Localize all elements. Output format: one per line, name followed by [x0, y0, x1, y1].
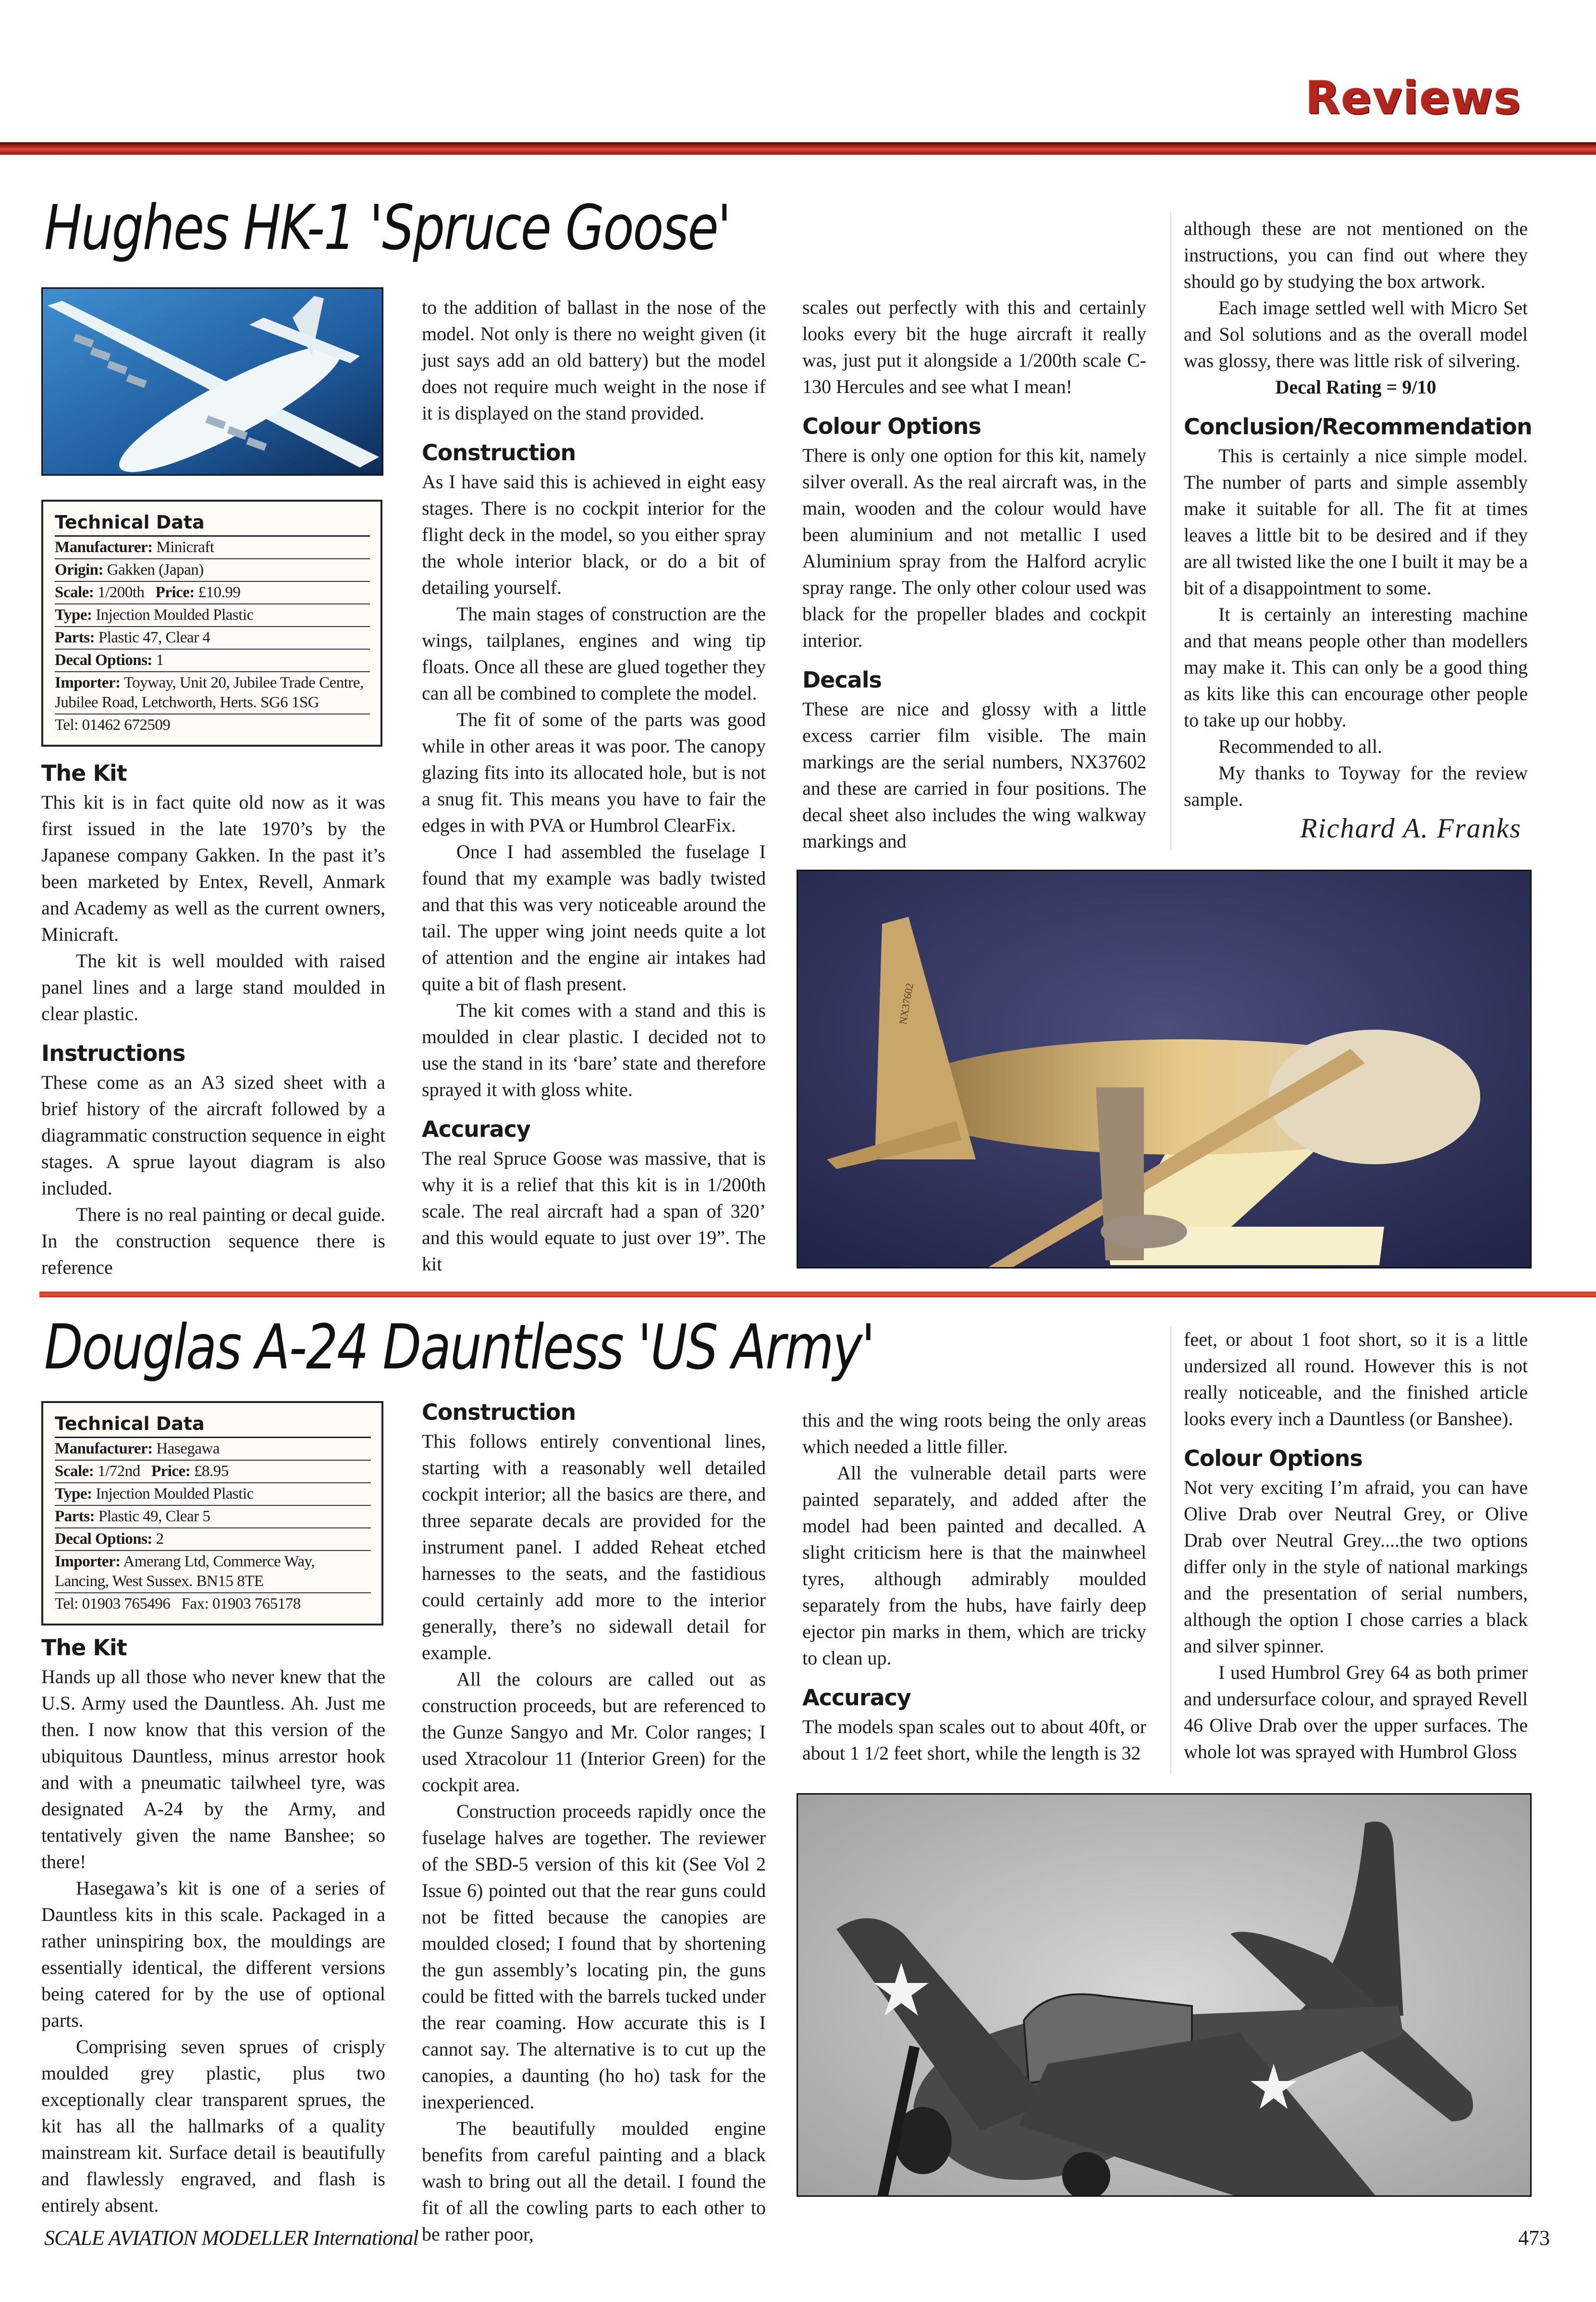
paragraph: Hands up all those who never knew that the U.S. Army used the Dauntless. Ah. Just me then. I now know that this version of the ubiquitous Dauntless, minus arrestor hook and with a pneumatic tailwheel tyre, was designated A-24 by the Army, and tentatively given the name Banshee; so there! — [41, 1666, 385, 1872]
review2-column-3 — [802, 1407, 1146, 1766]
heading-colour-options: Colour Options — [1184, 1445, 1363, 1471]
paragraph: This follows entirely conventional lines, starting with a reasonably well detailed cockpit interior; all the basics are there, and three separate decals are provided for the instrument panel. I added Reheat etched harnesses to the seats, and the fastidious could certainly add more to the interior generally, there’s no sidewall detail for example. — [422, 1430, 766, 1663]
column-divider — [1170, 211, 1171, 850]
review2-title: Douglas A-24 Dauntless 'US Army' — [44, 1312, 874, 1383]
tail-registration: NX37602 — [896, 982, 916, 1025]
tech-row-parts: Parts: Plastic 49, Clear 5 — [55, 1506, 371, 1528]
paragraph: The beautifully moulded engine benefits from careful painting and a black wash to bring out all the detail. I found the fit of all the cowling parts to each other to be rather poor, — [422, 2117, 766, 2245]
heading-accuracy: Accuracy — [422, 1116, 530, 1142]
paragraph: It is certainly an interesting machine and that means people other than modellers may make it. This can only be a good thing as kits like this can encourage other people to take up our hobby. — [1184, 603, 1528, 731]
tech-data-heading: Technical Data — [55, 1412, 371, 1438]
paragraph: Comprising seven sprues of crisply moulded grey plastic, plus two exceptionally clear transparent sprues, the kit has all the hallmarks of a quality mainstream kit. Surface detail is beautifully and flawlessly engraved, and flash is entirely absent. — [41, 2036, 385, 2216]
review2-column-4 — [1184, 1326, 1528, 1765]
review1-model-photo — [797, 870, 1532, 1268]
heading-colour-options: Colour Options — [802, 413, 981, 439]
paragraph: I used Humbrol Grey 64 as both primer and undersurface colour, and sprayed Revell 46 Olive Drab over the upper surfaces. The whole lot was sprayed with Humbrol Gloss — [1184, 1662, 1528, 1762]
paragraph: As I have said this is achieved in eight easy stages. There is no cockpit interior for the flight deck in the model, so you either spray the whole interior black, or do a bit of detailing yourself. — [422, 471, 766, 598]
top-divider-rule — [0, 142, 1596, 155]
heading-the-kit: The Kit — [41, 760, 127, 786]
paragraph: These are nice and glossy with a little excess carrier film visible. The main markings are the serial numbers, NX37602 and these are carried in four positions. The decal sheet also includes the wing walkway markings and — [802, 698, 1146, 852]
tech-row-manufacturer: Manufacturer: Hasegawa — [55, 1438, 371, 1461]
review1-column-4 — [1184, 215, 1532, 812]
author-signature: Richard A. Franks — [1300, 812, 1522, 844]
tech-row-scale-price: Scale: 1/200th Price: £10.99 — [55, 582, 370, 604]
section-label: Reviews — [1305, 72, 1522, 124]
heading-construction: Construction — [422, 1399, 576, 1425]
paragraph: There is only one option for this kit, namely silver overall. As the real aircraft was, in the main, wooden and the colour would have been aluminium and not metallic I used Aluminium spray from the Halford acrylic spray range. The only other colour used was black for the propeller blades and cockpit interior. — [802, 444, 1146, 651]
tech-row-importer: Importer: Amerang Ltd, Commerce Way, Lancing, West Sussex. BN15 8TE — [55, 1551, 371, 1593]
review2-technical-data-box — [41, 1401, 383, 1625]
review2-model-photo — [797, 1793, 1532, 2197]
review1-column-2 — [422, 294, 766, 1277]
paragraph: although these are not mentioned on the instructions, you can find out where they should go by studying the box artwork. — [1184, 218, 1528, 292]
paragraph: this and the wing roots being the only areas which needed a little filler. — [802, 1409, 1146, 1457]
paragraph: The fit of some of the parts was good while in other areas it was poor. The canopy glazing fits into its allocated hole, but is not a snug fit. This means you have to fair the edges in with PVA or Humbrol ClearFix. — [422, 709, 766, 836]
magazine-title-footer: SCALE AVIATION MODELLER International — [44, 2226, 418, 2250]
paragraph: Each image settled well with Micro Set and Sol solutions and as the overall model was glossy, there was little risk of silvering. — [1184, 297, 1528, 371]
heading-decals: Decals — [802, 667, 882, 693]
tech-row-scale-price: Scale: 1/72nd Price: £8.95 — [55, 1461, 371, 1483]
heading-conclusion: Conclusion/Recommendation — [1184, 414, 1532, 440]
paragraph: All the vulnerable detail parts were painted separately, and added after the model had been painted and decalled. A slight criticism here is that the mainwheel tyres, although admirably moulded separately from the hubs, have fairly deep ejector pin marks in them, which are tricky to clean up. — [802, 1462, 1146, 1669]
spruce-goose-model-image — [798, 871, 1530, 1267]
paragraph: The kit is well moulded with raised panel lines and a large stand moulded in clear plastic. — [41, 950, 385, 1024]
paragraph: This is certainly a nice simple model. The number of parts and simple assembly make it suitable for all. The fit at times leaves a little bit to be desired and if they are all twisted like the one I built it may be a bit of a disappointment to some. — [1184, 445, 1528, 599]
review1-column-1 — [41, 759, 385, 1280]
review2-column-2 — [422, 1398, 766, 2247]
paragraph: Once I had assembled the fuselage I found that my example was badly twisted and that this was very noticeable around the tail. The upper wing joint needs quite a lot of attention and the engine air intakes had quite a bit of flash present. — [422, 841, 766, 995]
paragraph: These come as an A3 sized sheet with a brief history of the aircraft followed by a diagrammatic construction sequence in eight stages. A sprue layout diagram is also included. — [41, 1071, 385, 1199]
paragraph: feet, or about 1 foot short, so it is a little undersized all round. However this is not really noticeable, and the finished article looks every inch a Dauntless (or Banshee). — [1184, 1329, 1528, 1429]
paragraph: The kit comes with a stand and this is moulded in clear plastic. I decided not to use the stand in its ‘bare’ state and therefore sprayed it with gloss white. — [422, 999, 766, 1100]
heading-instructions: Instructions — [41, 1040, 185, 1066]
column-divider — [1170, 1326, 1171, 1773]
review1-title: Hughes HK-1 'Spruce Goose' — [44, 192, 730, 264]
heading-construction: Construction — [422, 440, 576, 466]
paragraph: The main stages of construction are the wings, tailplanes, engines and wing tip floats. Once all these are glued together they can all be combined to complete the model. — [422, 603, 766, 704]
page-number: 473 — [1518, 2226, 1550, 2250]
paragraph: My thanks to Toyway for the review sample. — [1184, 762, 1528, 810]
tech-row-parts: Parts: Plastic 47, Clear 4 — [55, 627, 370, 650]
tech-data-heading: Technical Data — [55, 510, 370, 537]
paragraph: Not very exciting I’m afraid, you can have Olive Drab over Neutral Grey, or Olive Drab over Neutral Grey....the two options differ only in the style of national markings and the presentation of serial numbers, although the option I chose carries a black and silver spinner. — [1184, 1477, 1528, 1657]
paragraph: There is no real painting or decal guide. In the construction sequence there is reference — [41, 1204, 385, 1278]
tech-row-type: Type: Injection Moulded Plastic — [55, 1483, 371, 1506]
tech-row-tel: Tel: 01462 672509 — [55, 716, 171, 734]
heading-accuracy: Accuracy — [802, 1685, 911, 1711]
review1-technical-data-box — [41, 500, 382, 747]
paragraph: The real Spruce Goose was massive, that is why it is a relief that this kit is in 1/200th scale. The real aircraft had a span of 320’ and this would equate to just over 19”. The kit — [422, 1147, 766, 1275]
dauntless-model-image — [798, 1795, 1530, 2195]
tech-row-decal-options: Decal Options: 2 — [55, 1528, 371, 1551]
tech-row-importer: Importer: Toyway, Unit 20, Jubilee Trade Centre, Jubilee Road, Letchworth, Herts. SG6 1SG — [55, 672, 370, 714]
review1-column-3 — [802, 294, 1146, 854]
tech-row-origin: Origin: Gakken (Japan) — [55, 559, 370, 582]
review-divider-rule — [39, 1292, 1596, 1297]
paragraph: This kit is in fact quite old now as it was first issued in the late 1970’s by the Japanese company Gakken. In the past it’s been marketed by Entex, Revell, Anmark and Academy as well as the current owners, Minicraft. — [41, 791, 385, 945]
heading-the-kit: The Kit — [41, 1635, 127, 1661]
review1-header-photo — [41, 287, 383, 476]
decal-rating: Decal Rating = 9/10 — [1275, 376, 1436, 398]
tech-row-decal-options: Decal Options: 1 — [55, 650, 370, 672]
paragraph: All the colours are called out as construction proceeds, but are referenced to the Gunze Sangyo and Mr. Color ranges; I used Xtracolour 11 (Interior Green) for the cockpit area. — [422, 1668, 766, 1796]
paragraph: The models span scales out to about 40ft, or about 1 1/2 feet short, while the length is 32 — [802, 1716, 1146, 1764]
paragraph: scales out perfectly with this and certainly looks every bit the huge aircraft it really was, just put it alongside a 1/200th scale C-130 Hercules and see what I mean! — [802, 296, 1146, 397]
paragraph: Hasegawa’s kit is one of a series of Dauntless kits in this scale. Packaged in a rather uninspiring box, the mouldings are essentially identical, the different versions being catered for by the use of optional parts. — [41, 1877, 385, 2031]
review2-column-1 — [41, 1634, 385, 2218]
tech-row-type: Type: Injection Moulded Plastic — [55, 604, 370, 627]
tech-row-manufacturer: Manufacturer: Minicraft — [55, 537, 370, 559]
paragraph: Recommended to all. — [1218, 736, 1383, 757]
spruce-goose-flight-image — [43, 289, 382, 474]
tech-row-tel-fax: Tel: 01903 765496 Fax: 01903 765178 — [55, 1595, 301, 1613]
paragraph: Construction proceeds rapidly once the fuselage halves are together. The reviewer of the SBD-5 version of this kit (See Vol 2 Issue 6) pointed out that the rear guns could not be fitted because the canopies are moulded closed; I found that by shortening the gun assembly’s locating pin, the guns could be fitted with the barrels tucked under the rear coaming. How accurate this is I cannot say. The alternative is to cut up the canopies, a daunting (ho ho) task for the inexperienced. — [422, 1800, 766, 2113]
paragraph: to the addition of ballast in the nose of the model. Not only is there no weight given (it just says add an old battery) but the model does not require much weight in the nose if it is displayed on the stand provided. — [422, 296, 766, 424]
